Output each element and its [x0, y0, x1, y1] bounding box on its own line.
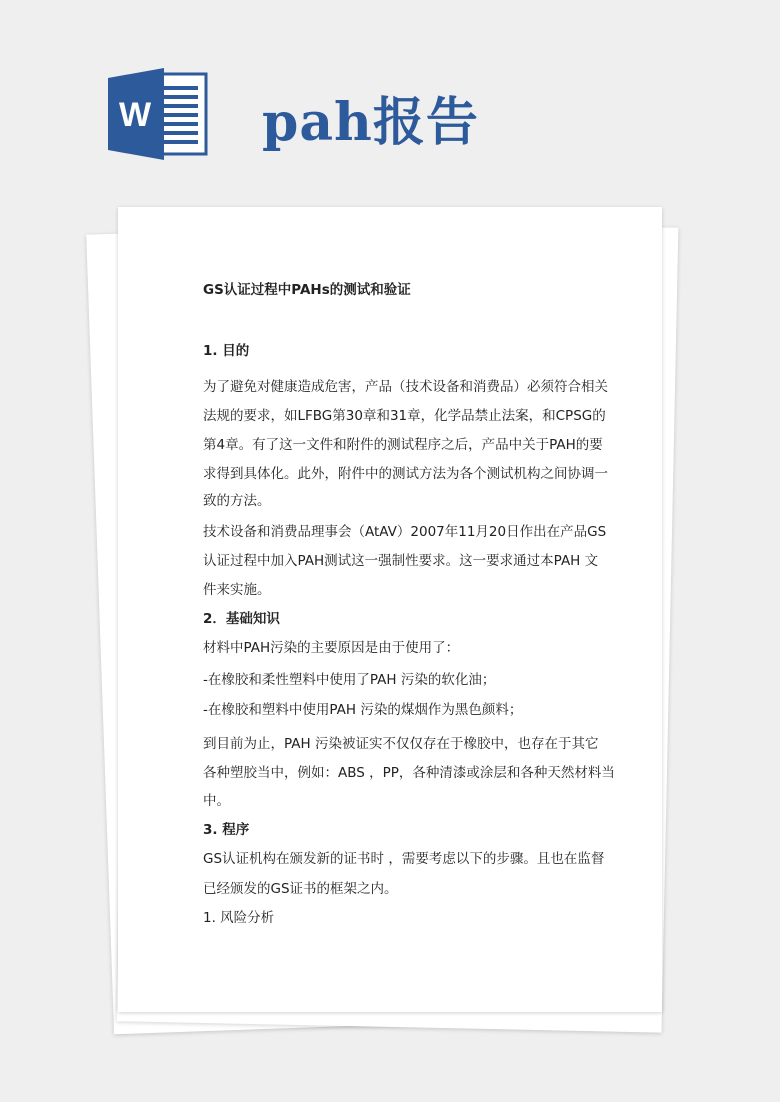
paragraph-line: 件来实施。	[203, 582, 271, 598]
list-item: -在橡胶和柔性塑料中使用了PAH 污染的软化油；	[203, 672, 496, 688]
paragraph-line: 到目前为止，PAH 污染被证实不仅仅存在于橡胶中，也存在于其它	[203, 736, 599, 752]
paragraph-line: 致的方法。	[203, 493, 271, 509]
list-item: -在橡胶和塑料中使用PAH 污染的煤烟作为黑色颜料；	[203, 702, 523, 718]
page-title: pah报告	[262, 92, 479, 153]
section-heading: 2．基础知识	[203, 611, 280, 627]
section-heading: 1. 目的	[203, 343, 250, 359]
svg-text:W: W	[118, 96, 152, 134]
paragraph-line: 认证过程中加入PAH测试这一强制性要求。这一要求通过本PAH 文	[203, 553, 599, 569]
paragraph-line: 第4章。有了这一文件和附件的测试程序之后，产品中关于PAH的要	[203, 437, 603, 453]
paragraph-line: 中。	[203, 793, 230, 809]
word-document-icon	[108, 68, 208, 160]
section-heading: 3. 程序	[203, 822, 250, 838]
list-item: 1. 风险分析	[203, 910, 275, 926]
paragraph-line: 已经颁发的GS证书的框架之内。	[203, 881, 398, 897]
paragraph-line: 为了避免对健康造成危害，产品（技术设备和消费品）必须符合相关	[203, 379, 608, 395]
paragraph-line: 材料中PAH污染的主要原因是由于使用了：	[203, 640, 460, 656]
paragraph-line: 各种塑胶当中，例如：ABS ，PP，各种清漆或涂层和各种天然材料当	[203, 765, 615, 781]
document-title: GS认证过程中PAHs的测试和验证	[203, 282, 411, 298]
paragraph-line: 法规的要求，如LFBG第30章和31章，化学品禁止法案，和CPSG的	[203, 408, 606, 424]
paragraph-line: GS认证机构在颁发新的证书时 ，需要考虑以下的步骤。且也在监督	[203, 851, 605, 867]
paragraph-line: 求得到具体化。此外，附件中的测试方法为各个测试机构之间协调一	[203, 466, 608, 482]
paragraph-line: 技术设备和消费品理事会（AtAV）2007年11月20日作出在产品GS	[203, 524, 607, 540]
